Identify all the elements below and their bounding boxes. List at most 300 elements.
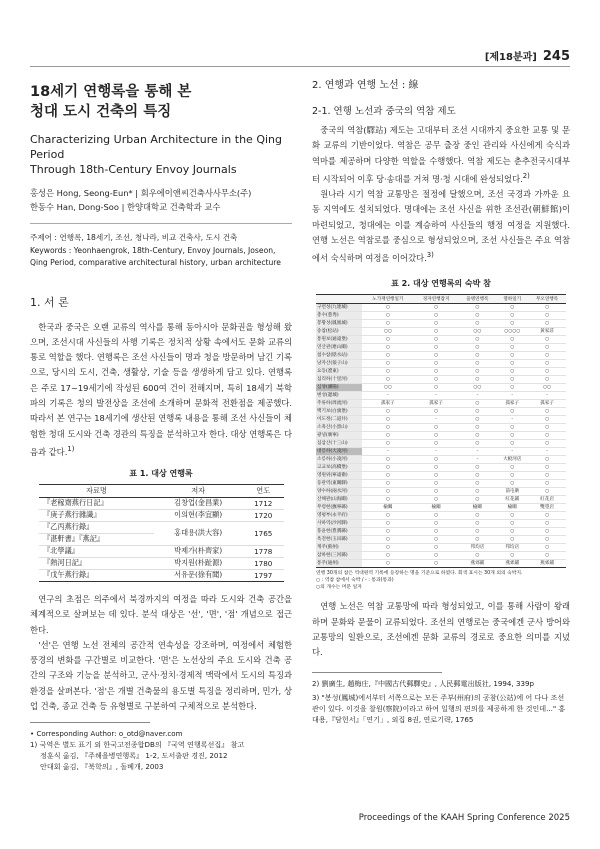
station-name-cell: 봉황성(鳳凰城): [316, 320, 362, 328]
title-en-line-2: Through 18th-Century Envoy Journals: [30, 163, 237, 176]
station-name-cell: 대릉하(大凌河): [316, 448, 362, 456]
table-row: [316, 440, 566, 448]
table-cell: 『乙丙燕行錄』: [39, 521, 154, 533]
table-cell: ○: [496, 320, 528, 328]
station-name-cell: 변성(邊城): [316, 392, 362, 400]
footnote: 정훈식 옮김, 『주해을병연행록』 1-2, 도서출판 경진, 2012: [40, 751, 228, 761]
table-header: 자료명: [39, 484, 154, 497]
table-cell: ○: [362, 496, 414, 504]
table-cell: ○: [414, 352, 459, 360]
keywords-ko: 주제어 : 연행록, 18세기, 조선, 청나라, 비교 건축사, 도시 건축: [30, 233, 238, 242]
table-cell: ○: [414, 320, 459, 328]
table-cell: ○: [496, 552, 528, 560]
station-name-cell: 백기보(白旗堡): [316, 408, 362, 416]
table-cell: ○: [362, 344, 414, 352]
table-cell: ○: [496, 528, 528, 536]
footnote-ref[interactable]: 2): [522, 171, 530, 180]
table-cell: ○: [528, 352, 566, 360]
table-cell: ○: [528, 312, 566, 320]
paragraph: [312, 187, 570, 266]
station-name-cell: 고교보(高橋堡): [316, 464, 362, 472]
table-cell: ○: [528, 360, 566, 368]
table-cell: ○: [362, 520, 414, 528]
table-row: [316, 432, 566, 440]
table-row: [39, 509, 284, 521]
paragraph: 연행 노선은 역참 교통망에 따라 형성되었고, 이를 통해 사람이 왕래하며 문화와 문물이 교류되었다. 조선의 연행로는 중국에겐 군사 방어와 교통망의 일환으로, 조선에겐 문화 교류의 경로로 중요한 의미를 지녔다.: [312, 601, 570, 658]
table-2: [316, 294, 566, 568]
table-cell: ○: [528, 536, 566, 544]
table-cell: ○: [458, 376, 496, 384]
table-row: [39, 545, 284, 557]
table-cell: 榆關: [458, 504, 496, 512]
section-2-heading: 2. 연행과 연행 노선 : 線: [312, 80, 419, 91]
table-cell: 『戊午燕行錄』: [39, 569, 154, 581]
table-cell: ○: [458, 432, 496, 440]
station-name-cell: 주류하(周流河): [316, 400, 362, 408]
table-cell: 1712: [242, 497, 284, 509]
table-cell: 孤家子: [414, 400, 459, 408]
station-name-cell: 계주(薊州): [316, 544, 362, 552]
table-cell: ○: [362, 376, 414, 384]
table-cell: ○: [496, 536, 528, 544]
table-cell: -: [496, 416, 528, 424]
table-cell: ○: [362, 488, 414, 496]
paragraph: [30, 320, 292, 460]
footnote-rule: [30, 722, 150, 723]
table-cell: ○: [362, 360, 414, 368]
table-cell: ○: [414, 432, 459, 440]
paragraph: '선'은 연행 노선 전체의 공간적 연속성을 강조하며, 여정에서 체험한 풍경의 변화를 구간별로 비교한다. '면'은 노선상의 주요 도시와 건축 공간의 구조와 기능을 분석하고, 군사·정치·경제적 맥락에서 도시의 특징과 환경을 살펴본다. '점'은 개별 건축물의 용도별 특징을 정리하며, 민가, 상업 건축, 종교 건축 등 유형별로 구분하여 구체적으로 분석한다.: [30, 639, 292, 712]
table-cell: 1765: [242, 521, 284, 545]
table-cell: ○: [528, 464, 566, 472]
table-2-wrapper: [316, 294, 566, 591]
author-2: 한동수 Han, Dong-Soo | 한양대학교 건축학과 교수: [30, 202, 221, 212]
table-cell: ○: [414, 312, 459, 320]
title-ko-line-1: 18세기 연행록을 통해 본: [30, 84, 192, 100]
table-row: [316, 376, 566, 384]
table-row: [316, 464, 566, 472]
table-cell: ○: [528, 456, 566, 464]
table-cell: 박지원(朴趾源): [154, 557, 243, 569]
table-cell: -: [362, 448, 414, 456]
table-cell: ○: [414, 336, 459, 344]
table-cell: ○: [362, 440, 414, 448]
table-cell: 김창업(金昌業): [154, 497, 243, 509]
station-name-cell: 풍윤현(豊潤縣): [316, 528, 362, 536]
station-name-cell: 이도정(二道井): [316, 416, 362, 424]
table-cell: ○: [458, 488, 496, 496]
table-cell: 1720: [242, 509, 284, 521]
table-cell: 榆關: [496, 504, 528, 512]
station-name-cell: 양수하(兩水河): [316, 488, 362, 496]
station-name-cell: 영평부(永平府): [316, 512, 362, 520]
paragraph-text: 원나라 시기 역참 교통망은 절정에 달했으며, 조선 국경과 가까운 요동 지역에도 설치되었다. 명대에는 조선 사신을 위한 조선관(朝鮮館)이 마련되었고, 청대에는 이를 계승하여 사신들의 행정 여정을 지원했다. 연행 노선은 역참로를 중심으로 형성되었으며, 조선 사신들은 주요 역참에서 숙식하며 여정을 이어갔다.: [312, 188, 570, 263]
author-1: 홍성은 Hong, Seong-Eun* | 회우에이앤씨건축사사무소(주): [30, 188, 252, 198]
table-cell: ○: [458, 424, 496, 432]
table-row: [316, 400, 566, 408]
table-1-caption: 표 1. 대상 연행록: [129, 468, 193, 478]
station-name-cell: 산해관(山海關): [316, 496, 362, 504]
table-cell: ○○: [458, 384, 496, 392]
table-cell: -: [496, 448, 528, 456]
table-cell: ○: [362, 304, 414, 312]
table-cell: ○○: [362, 328, 414, 336]
table-cell: ○: [414, 520, 459, 528]
table-cell: ○: [458, 408, 496, 416]
authors: [30, 186, 292, 214]
table-cell: ○: [528, 488, 566, 496]
table-cell: 邦均店: [458, 544, 496, 552]
section-1-heading: 1. 서 론: [30, 295, 69, 309]
station-name-cell: 요동(遼東): [316, 368, 362, 376]
table-header: 저자: [154, 484, 243, 497]
table-cell: ○: [414, 472, 459, 480]
table-cell: ○: [414, 408, 459, 416]
table-cell: ○: [528, 368, 566, 376]
table-cell: 孤家子: [362, 400, 414, 408]
table-cell: 榆關: [414, 504, 459, 512]
table-cell: ○: [496, 512, 528, 520]
table-cell: -: [458, 448, 496, 456]
table-cell: ○: [458, 336, 496, 344]
table-row: [316, 504, 566, 512]
table-cell: 이의현(李宜顯): [154, 509, 243, 521]
table-cell: ○: [362, 456, 414, 464]
table-row: [316, 424, 566, 432]
station-name-cell: 심양(瀋陽): [316, 384, 362, 392]
table-cell: ○: [362, 512, 414, 520]
table-cell: 박제가(朴齊家): [154, 545, 243, 557]
table-cell: ○: [496, 472, 528, 480]
footnote-ref[interactable]: 1): [67, 444, 75, 453]
table-cell: ○: [414, 424, 459, 432]
table-1: [39, 484, 284, 582]
footnote: 안대회 옮김, 『북학의』, 돌베개, 2003: [40, 762, 164, 772]
table-cell: ○: [362, 544, 414, 552]
table-cell: ○: [458, 360, 496, 368]
table-cell: ○: [496, 360, 528, 368]
table-cell: ○: [496, 312, 528, 320]
table-header: 노가재연행일기: [362, 295, 414, 304]
table-cell: ○: [414, 552, 459, 560]
table-cell: ○: [458, 416, 496, 424]
paragraph: [312, 123, 570, 187]
table-cell: ○○: [458, 328, 496, 336]
table-cell: -: [414, 416, 459, 424]
station-name-cell: 무령현(撫寧縣): [316, 504, 362, 512]
table-cell: ○: [496, 336, 528, 344]
table-cell: ○: [496, 376, 528, 384]
table-cell: 榆關: [362, 504, 414, 512]
table-cell: ○: [414, 368, 459, 376]
station-name-cell: 연산관(連山關): [316, 344, 362, 352]
table-row: [316, 528, 566, 536]
station-name-cell: 동관역(東關驛): [316, 480, 362, 488]
footnotes-left: [30, 728, 292, 772]
table-cell: 1778: [242, 545, 284, 557]
table-cell: ○: [458, 552, 496, 560]
table-cell: -: [458, 456, 496, 464]
table-cell: ○: [414, 384, 459, 392]
table-cell: ○: [458, 400, 496, 408]
table-row: [316, 488, 566, 496]
table-cell: ○: [414, 488, 459, 496]
table-header: [316, 295, 362, 304]
footnote: 2) 劉廣生, 趙梅庄,『中國古代郵驛史』, 人民郵電出版社, 1994, 339p: [312, 679, 534, 689]
table-row: [316, 392, 566, 400]
table-cell: ○: [458, 320, 496, 328]
section-2-1-heading: 2-1. 연행 노선과 중국의 역참 제도: [312, 106, 456, 117]
paragraph: 연구의 초점은 의주에서 북경까지의 여정을 따라 도시와 건축 공간을 체계적으로 살펴보는 데 있다. 분석 대상은 '선', '면', '점' 개념으로 접근한다.: [30, 593, 292, 635]
table-cell: 『老稼齋燕行日記』: [39, 497, 154, 509]
keywords-rule: [30, 223, 292, 224]
table-row: [316, 336, 566, 344]
table-cell: -: [414, 392, 459, 400]
table-row: [316, 560, 566, 568]
title-ko-line-2: 청대 도시 건축의 특징: [30, 104, 172, 120]
footnotes-right: [312, 678, 570, 725]
table-cell: 『庚子燕行雜識』: [39, 509, 154, 521]
table-cell: ○: [414, 440, 459, 448]
table-row: [316, 320, 566, 328]
table-cell: ○: [414, 512, 459, 520]
table-row: [39, 521, 284, 533]
table-cell: ○: [496, 520, 528, 528]
table-cell: ○: [528, 440, 566, 448]
station-name-cell: 사하역(沙河驛): [316, 520, 362, 528]
table-cell: ○: [362, 464, 414, 472]
table-cell: ○: [496, 368, 528, 376]
section-1-body: [30, 320, 292, 460]
table-note: 연행 30개의 참은 역대원역 기록에 등장하는 명을 기준으로 하였다. 회색 표시는 30개 외의 숙박지.: [316, 571, 523, 577]
table-cell: ○: [528, 512, 566, 520]
table-cell: ○: [496, 424, 528, 432]
table-header-row: [316, 295, 566, 304]
table-cell: ○: [362, 424, 414, 432]
table-cell: ○: [458, 352, 496, 360]
table-cell: ○: [528, 376, 566, 384]
table-cell: ○: [362, 368, 414, 376]
table-cell: -: [528, 448, 566, 456]
title-korean: [30, 82, 292, 122]
table-cell: ○: [414, 480, 459, 488]
table-cell: ○: [362, 416, 414, 424]
table-cell: ○: [528, 432, 566, 440]
table-cell: ○: [496, 408, 528, 416]
table-note: ○ : 역참 참에서 숙박 / - : 통과(통과): [316, 578, 394, 584]
station-name-cell: 십리하(十里河): [316, 376, 362, 384]
table-cell: ○: [496, 384, 528, 392]
table-cell: ○: [528, 336, 566, 344]
table-note: ○의 개수는 머문 일자: [316, 585, 362, 591]
table-row: [39, 557, 284, 569]
table-cell: 1797: [242, 569, 284, 581]
session-label: [제18분과]: [484, 52, 537, 63]
table-header: 무오연행록: [528, 295, 566, 304]
table-cell: ○: [362, 336, 414, 344]
table-row: [316, 304, 566, 312]
table-cell: ○: [362, 432, 414, 440]
table-row: [316, 384, 566, 392]
table-cell: ○: [496, 352, 528, 360]
table-cell: ○: [528, 416, 566, 424]
table-cell: -: [458, 392, 496, 400]
table-cell: 『湛軒書』『燕記』: [39, 533, 154, 545]
table-row: [316, 328, 566, 336]
table-cell: ○: [362, 536, 414, 544]
station-name-cell: 송참(松站): [316, 328, 362, 336]
table-cell: ○: [496, 344, 528, 352]
table-cell: ○: [458, 304, 496, 312]
table-cell: ○: [414, 544, 459, 552]
table-cell: ○: [458, 368, 496, 376]
station-name-cell: 소릉하(小凌河): [316, 456, 362, 464]
table-header: 연도: [242, 484, 284, 497]
table-row: [316, 496, 566, 504]
table-cell: ○: [496, 304, 528, 312]
table-row: [316, 312, 566, 320]
table-row: [316, 520, 566, 528]
table-header: 열하일기: [496, 295, 528, 304]
table-cell: ○: [414, 528, 459, 536]
table-row: [316, 544, 566, 552]
table-row: [316, 368, 566, 376]
table-cell: ○: [414, 560, 459, 568]
corresponding-author: • Corresponding Author: o_otd@naver.com: [30, 729, 183, 739]
table-cell: ○: [414, 376, 459, 384]
station-name-cell: 삼하현(三河縣): [316, 552, 362, 560]
table-row: [316, 448, 566, 456]
table-cell: 紅花店: [528, 496, 566, 504]
table-cell: ○: [458, 312, 496, 320]
table-cell: ○: [414, 360, 459, 368]
table-cell: 燕郊鋪: [458, 560, 496, 568]
station-name-cell: 첨수참(甛水站): [316, 352, 362, 360]
section-2-body-continued: [312, 599, 570, 660]
table-cell: ○: [362, 560, 414, 568]
table-cell: ○: [496, 440, 528, 448]
table-cell: ○: [362, 480, 414, 488]
table-cell: 燕郊鋪: [528, 560, 566, 568]
station-name-cell: 통원보(通遠堡): [316, 336, 362, 344]
table-cell: ○○○○: [496, 328, 528, 336]
table-cell: ○: [458, 480, 496, 488]
table-row: [316, 536, 566, 544]
table-cell: 『熱河日記』: [39, 557, 154, 569]
page-header: [485, 48, 570, 64]
footnote-ref[interactable]: 3): [426, 251, 434, 260]
station-name-cell: 옥전현(玉田縣): [316, 536, 362, 544]
table-cell: ○: [496, 432, 528, 440]
table-cell: 邦均店: [496, 544, 528, 552]
table-cell: ○: [414, 328, 459, 336]
table-row: [316, 480, 566, 488]
table-cell: ○: [414, 536, 459, 544]
table-cell: ○: [458, 512, 496, 520]
left-column: [30, 76, 292, 772]
table-cell: 紅花鋪: [496, 496, 528, 504]
table-cell: ○: [528, 304, 566, 312]
table-cell: -: [528, 392, 566, 400]
table-2-body: [316, 304, 566, 568]
table-cell: ○: [362, 408, 414, 416]
table-2-notes: [316, 570, 566, 591]
table-cell: 黃家莊: [528, 328, 566, 336]
table-cell: ○: [458, 496, 496, 504]
table-row: [316, 512, 566, 520]
table-cell: ○: [458, 472, 496, 480]
header-rule: [30, 66, 570, 67]
title-english: [30, 132, 292, 177]
table-cell: -: [496, 392, 528, 400]
table-cell: 1780: [242, 557, 284, 569]
station-name-cell: 소흑산(小黑山): [316, 424, 362, 432]
table-cell: ○: [458, 440, 496, 448]
table-cell: 前屯衛: [496, 488, 528, 496]
table-cell: ○: [458, 536, 496, 544]
right-column: [312, 76, 570, 725]
table-header: 경자연행잡지: [414, 295, 459, 304]
table-row: [316, 472, 566, 480]
table-cell: ○: [362, 352, 414, 360]
table-cell: ○: [362, 312, 414, 320]
table-cell: ○: [362, 320, 414, 328]
table-cell: -: [414, 448, 459, 456]
title-en-line-1: Characterizing Urban Architecture in the Qing Period: [30, 133, 282, 161]
table-row: [316, 344, 566, 352]
table-row: [316, 360, 566, 368]
page-number: 245: [542, 49, 570, 64]
footnote-rule: [312, 672, 442, 673]
table-cell: ○: [362, 552, 414, 560]
table-row: [39, 569, 284, 581]
table-cell: ○: [528, 544, 566, 552]
table-cell: ○: [528, 520, 566, 528]
table-cell: ○: [528, 552, 566, 560]
table-header: 을병연행록: [458, 295, 496, 304]
table-cell: ○: [528, 472, 566, 480]
table-row: [316, 416, 566, 424]
section-1-body-continued: [30, 592, 292, 714]
footnote: 1) 국역은 별도 표기 외 한국고전종합DB의 『국역 연행록선집』 참고: [30, 740, 245, 750]
table-cell: ○: [496, 464, 528, 472]
station-name-cell: 영원위(寧遠衛): [316, 472, 362, 480]
table-cell: ○: [414, 464, 459, 472]
table-cell: ○: [458, 520, 496, 528]
table-cell: ○: [528, 320, 566, 328]
table-cell: ○: [458, 344, 496, 352]
table-cell: ○: [414, 344, 459, 352]
table-cell: ○○: [362, 384, 414, 392]
table-cell: 홍대용(洪大容): [154, 521, 243, 545]
keywords-en: Keywords : Yeonhaengrok, 18th-Century, Envoy Journals, Joseon, Qing Period, comparative architectural history, urban architecture: [30, 245, 281, 267]
table-cell: ○: [362, 472, 414, 480]
table-cell: ○: [528, 408, 566, 416]
section-2-body: [312, 123, 570, 266]
table-cell: 孤家子: [528, 400, 566, 408]
paragraph-text: 중국의 역참(驛站) 제도는 고대부터 조선 시대까지 중요한 교통 및 문화 교류의 기반이었다. 역참은 공무 출장 중인 관리와 사신에게 숙식과 역마를 제공하며 다양한 역할을 수행했다. 역참 제도는 춘추전국시대부터 시작되어 이후 당·송대를 거쳐 명·청 시대에 완성되었다.: [312, 125, 570, 184]
table-cell: 大板河店: [496, 456, 528, 464]
table-cell: 孤家子: [496, 400, 528, 408]
table-row: [316, 352, 566, 360]
footnote: 3) "봉성(鳳城)에서부터 서쪽으로는 모든 주부(州府)의 공참(公站)에 어 다나 조선관이 있다. 이것을 찰원(察院)이라고 하여 일행의 편의를 제공하게 한 것인데..." 홍대용,『담헌서』「연기」, 외집 8권, 연로기략, 1765: [312, 693, 566, 725]
table-cell: ○: [496, 480, 528, 488]
station-name-cell: 광녕(廣寧): [316, 432, 362, 440]
table-cell: ○: [528, 480, 566, 488]
table-cell: ○: [414, 496, 459, 504]
station-name-cell: 낭자산(狼子山): [316, 360, 362, 368]
table-cell: ○: [362, 528, 414, 536]
